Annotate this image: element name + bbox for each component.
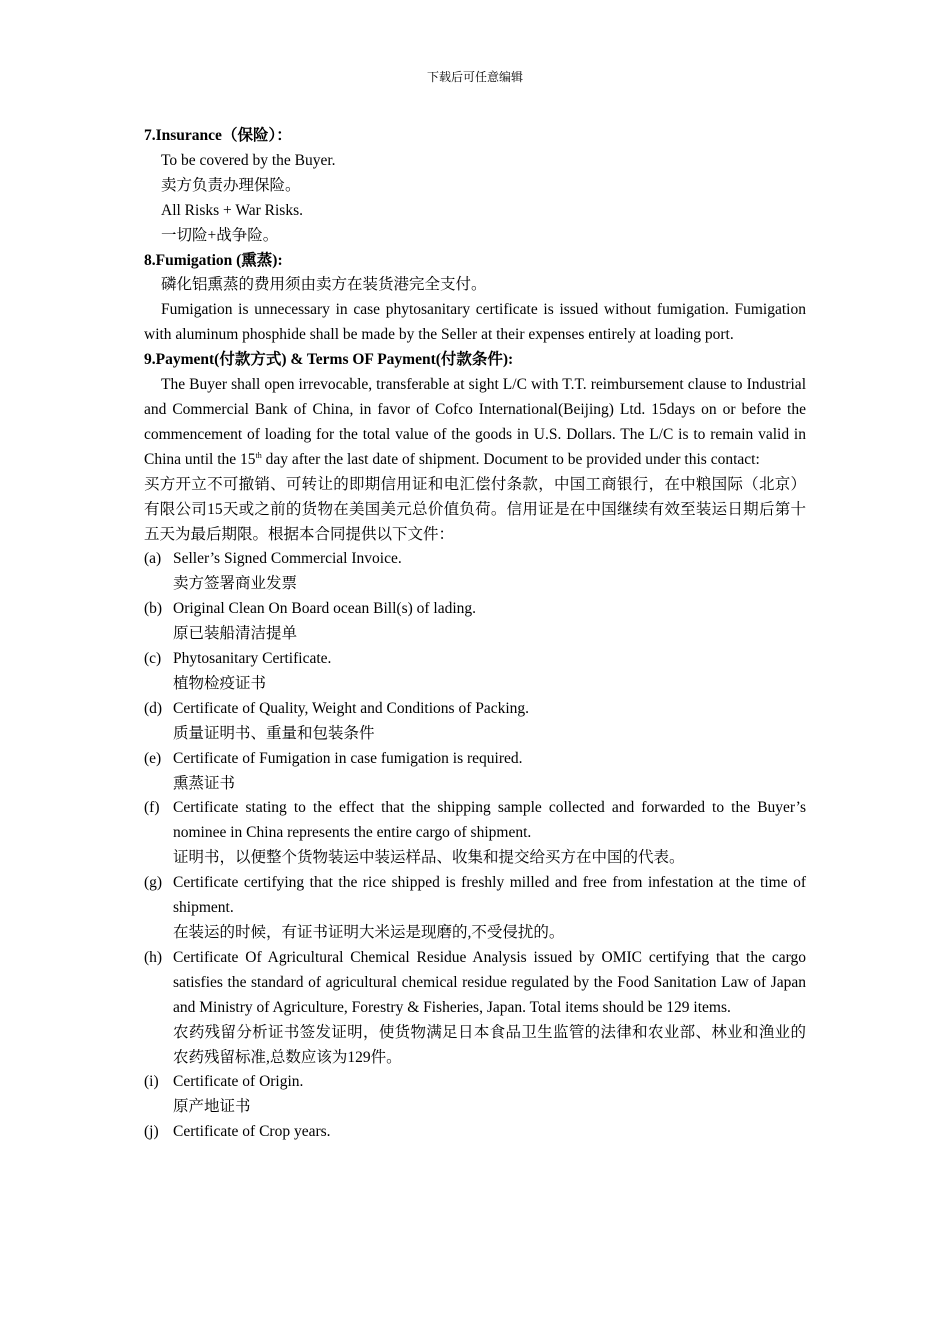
- section-9-title: 9.Payment(付款方式) & Terms OF Payment(付款条件):: [144, 351, 514, 369]
- list-item-label: (h): [144, 948, 163, 966]
- document-body: [144, 124, 806, 1145]
- list-item-chinese: 原产地证书: [173, 1098, 251, 1116]
- list-item: [144, 796, 806, 871]
- list-item: [144, 1070, 806, 1120]
- list-item-body: [173, 547, 806, 597]
- list-item-label: (g): [144, 874, 163, 892]
- list-item-body: [173, 697, 806, 747]
- list-item-body: [173, 597, 806, 647]
- list-item-body: [173, 647, 806, 697]
- list-item: [144, 597, 806, 647]
- section-9-paragraph-part1: The Buyer shall open irrevocable, transferable at sight L/C with T.T. reimbursement clause to Industrial and Commercial Bank of China, in favor of Cofco International(Beijing) Ltd. 15days on or before the commencement of loading for the total value of the goods in U.S. Dollars. The L/C is to remain valid in China until the 15: [144, 376, 806, 468]
- list-item-english: Certificate certifying that the rice shipped is freshly milled and free from infestation at the time of shipment.: [173, 874, 806, 917]
- list-item-english: Certificate of Origin.: [173, 1073, 304, 1091]
- section-8-title: 8.Fumigation (熏蒸):: [144, 251, 283, 269]
- list-item: [144, 647, 806, 697]
- list-item-english: Certificate stating to the effect that the shipping sample collected and forwarded to the Buyer’s nominee in China represents the entire cargo of shipment.: [173, 799, 806, 842]
- list-item-english: Certificate Of Agricultural Chemical Residue Analysis issued by OMIC certifying that the cargo satisfies the standard of agricultural chemical residue regulated by the Food Sanitation Law of Japan and Ministry of Agriculture, Forestry & Fisheries, Japan. Total items should be 129 items.: [173, 948, 806, 1016]
- section-7-line: 卖方负责办理保险。: [161, 176, 301, 194]
- section-9-paragraph: [144, 373, 806, 473]
- list-item-english: Certificate of Quality, Weight and Conditions of Packing.: [173, 699, 530, 717]
- list-item-chinese: 植物检疫证书: [173, 674, 267, 692]
- list-item-label: (j): [144, 1123, 159, 1141]
- header-note: 下载后可任意编辑: [426, 70, 523, 84]
- list-item: [144, 747, 806, 797]
- section-7-title: 7.Insurance（保险）：: [144, 127, 292, 144]
- list-item-label: (b): [144, 600, 163, 618]
- list-item: [144, 1120, 806, 1145]
- section-7-line: All Risks + War Risks.: [161, 201, 303, 219]
- list-item: [144, 946, 806, 1071]
- list-item: [144, 697, 806, 747]
- list-item-chinese: 证明书，以便整个货物装运中装运样品、收集和提交给买方在中国的代表。: [173, 849, 685, 867]
- section-8-line: 磷化铝熏蒸的费用须由卖方在装货港完全支付。: [161, 276, 487, 294]
- list-item-label: (d): [144, 699, 163, 717]
- section-7-line: 一切险+战争险。: [161, 226, 279, 244]
- list-item-body: [173, 1120, 806, 1145]
- section-9-paragraph-part2: day after the last date of shipment. Document to be provided under this contact:: [261, 450, 760, 468]
- section-9-paragraph-cn: 买方开立不可撤销、可转让的即期信用证和电汇偿付条款，中国工商银行，在中粮国际（北京）有限公司15天或之前的货物在美国美元总价值负荷。信用证是在中国继续有效至装运日期后第十五天为最后期限。根据本合同提供以下文件：: [144, 475, 806, 543]
- list-item-body: [173, 1070, 806, 1120]
- list-item-english: Original Clean On Board ocean Bill(s) of lading.: [173, 600, 477, 618]
- list-item-label: (f): [144, 799, 160, 817]
- list-item-english: Seller’s Signed Commercial Invoice.: [173, 550, 402, 568]
- list-item-label: (a): [144, 550, 162, 568]
- list-item-body: [173, 946, 806, 1071]
- list-item: [144, 547, 806, 597]
- list-item-chinese: 原已装船清洁提单: [173, 625, 298, 643]
- list-item-english: Certificate of Fumigation in case fumigation is required.: [173, 749, 523, 767]
- list-item-body: [173, 747, 806, 797]
- list-item-body: [173, 796, 806, 871]
- list-item-chinese: 农药残留分析证书签发证明，使货物满足日本食品卫生监管的法律和农业部、林业和渔业的农药残留标准,总数应该为129件。: [173, 1023, 806, 1066]
- ordinal-suffix: th: [255, 450, 262, 460]
- list-item-english: Phytosanitary Certificate.: [173, 650, 332, 668]
- list-item-chinese: 质量证明书、重量和包装条件: [173, 724, 375, 742]
- list-item-english: Certificate of Crop years.: [173, 1123, 331, 1141]
- list-item-chinese: 熏蒸证书: [173, 774, 236, 792]
- list-item: [144, 871, 806, 946]
- section-7-line: To be covered by the Buyer.: [161, 151, 336, 169]
- section-8-paragraph: Fumigation is unnecessary in case phytosanitary certificate is issued without fumigation. Fumigation with aluminum phosphide shall be made by the Seller at their expenses entirely at loading port.: [144, 301, 806, 344]
- list-item-chinese: 卖方签署商业发票: [173, 575, 298, 593]
- list-item-chinese: 在装运的时候，有证书证明大米运是现磨的,不受侵扰的。: [173, 924, 565, 941]
- document-list: [144, 547, 806, 1145]
- list-item-label: (e): [144, 749, 162, 767]
- list-item-body: [173, 871, 806, 946]
- list-item-label: (i): [144, 1073, 159, 1091]
- list-item-label: (c): [144, 650, 162, 668]
